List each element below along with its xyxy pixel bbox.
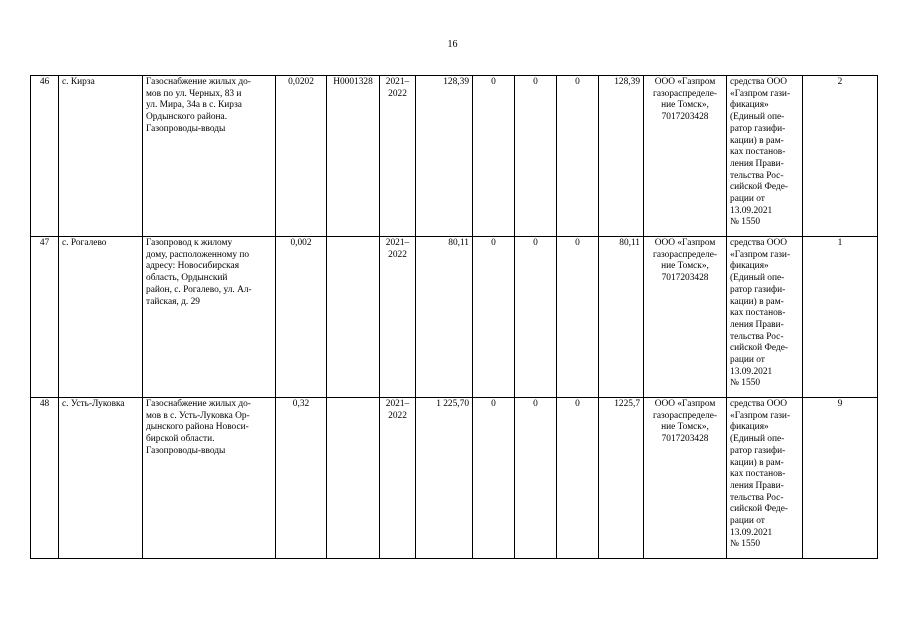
cell-value-1: 0 [473,76,515,237]
cell-value-3: 0 [557,398,599,559]
cell-object-name: Газопровод к жилому дому, расположенному по адресу: Новосибирская область, Ордынский район, с. Рогалево, ул. Ал- тайская, д. 29 [143,237,276,398]
cell-value-3: 0 [557,76,599,237]
table-row [31,398,878,559]
cell-code [327,237,380,398]
cell-organization: ООО «Газпром газораспределе- ние Томск», 7017203428 [644,76,727,237]
cell-organization: ООО «Газпром газораспределе- ние Томск», 7017203428 [644,237,727,398]
cell-value-2: 0 [515,398,557,559]
cell-organization: ООО «Газпром газораспределе- ние Томск», 7017203428 [644,398,727,559]
cell-number: 47 [31,237,59,398]
cell-value-1: 0 [473,398,515,559]
cell-object-name: Газоснабжение жилых до- мов по ул. Черных, 83 и ул. Мира, 34а в с. Кирза Ордынского района. Газопроводы-вводы [143,76,276,237]
cell-value-2: 0 [515,76,557,237]
table-row [31,237,878,398]
cell-length: 0,32 [276,398,327,559]
cell-total: 80,11 [416,237,473,398]
cell-value-2: 0 [515,237,557,398]
cell-code: Н0001328 [327,76,380,237]
cell-length: 0,002 [276,237,327,398]
cell-settlement: с. Рогалево [59,237,143,398]
cell-years: 2021– 2022 [380,398,416,559]
cell-count: 1 [803,237,878,398]
cell-value-1: 0 [473,237,515,398]
cell-total: 128,39 [416,76,473,237]
table-body [31,76,878,559]
cell-total: 1 225,70 [416,398,473,559]
cell-funding-source: средства ООО «Газпром гази- фикация» (Единый опе- ратор газифи- кации) в рам- ках постанов- ления Прави- тельства Рос- сийской Феде- рации от 13.09.2021 № 1550 [727,398,803,559]
cell-count: 9 [803,398,878,559]
cell-funding-source: средства ООО «Газпром гази- фикация» (Единый опе- ратор газифи- кации) в рам- ках постанов- ления Прави- тельства Рос- сийской Феде- рации от 13.09.2021 № 1550 [727,76,803,237]
cell-value-4: 80,11 [599,237,644,398]
gasification-table [30,75,878,559]
cell-count: 2 [803,76,878,237]
cell-number: 46 [31,76,59,237]
cell-length: 0,0202 [276,76,327,237]
cell-years: 2021– 2022 [380,76,416,237]
table-row [31,76,878,237]
cell-value-3: 0 [557,237,599,398]
cell-value-4: 1225,7 [599,398,644,559]
cell-number: 48 [31,398,59,559]
page-number: 16 [447,39,458,50]
cell-settlement: с. Кирза [59,76,143,237]
cell-years: 2021– 2022 [380,237,416,398]
cell-code [327,398,380,559]
cell-value-4: 128,39 [599,76,644,237]
cell-settlement: с. Усть-Луковка [59,398,143,559]
cell-funding-source: средства ООО «Газпром гази- фикация» (Единый опе- ратор газифи- кации) в рам- ках постанов- ления Прави- тельства Рос- сийской Феде- рации от 13.09.2021 № 1550 [727,237,803,398]
cell-object-name: Газоснабжение жилых до- мов в с. Усть-Луковка Ор- дынского района Новоси- бирской области. Газопроводы-вводы [143,398,276,559]
